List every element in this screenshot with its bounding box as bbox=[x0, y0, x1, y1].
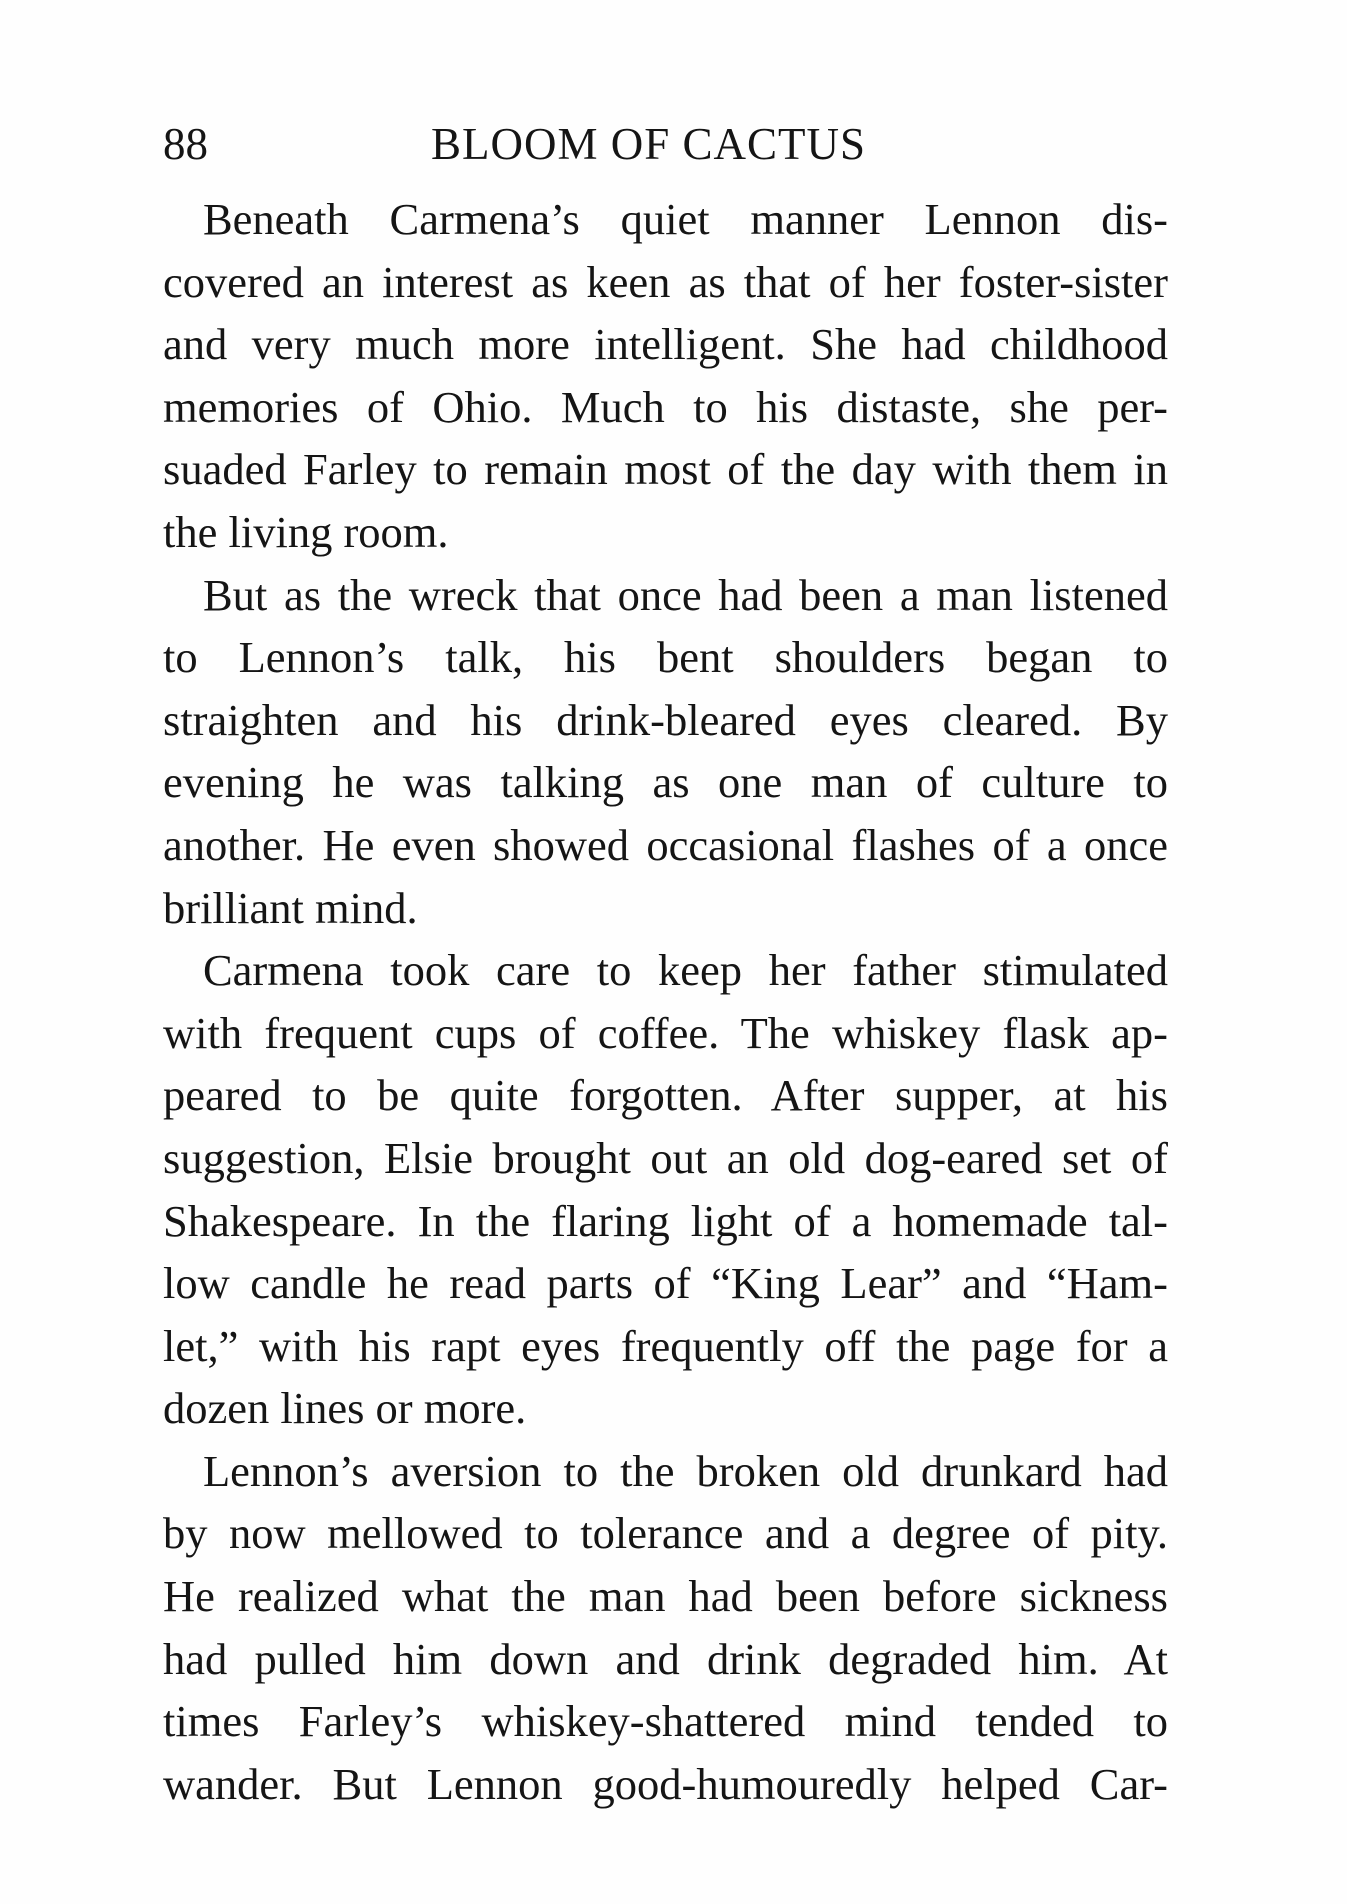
text-line: the living room. bbox=[163, 506, 449, 557]
text-line: straighten and his drink-bleared eyes cleared. By bbox=[163, 694, 1168, 745]
text-line: by now mellowed to tolerance and a degree of pity. bbox=[163, 1508, 1168, 1559]
paragraph-4 bbox=[163, 1440, 1168, 1816]
text-line: peared to be quite forgotten. After supper, at his bbox=[163, 1070, 1168, 1121]
text-line: memories of Ohio. Much to his distaste, she per- bbox=[163, 381, 1168, 432]
text-line: Carmena took care to keep her father stimulated bbox=[203, 945, 1168, 996]
text-line: Shakespeare. In the flaring light of a homemade tal- bbox=[163, 1195, 1168, 1246]
text-line: suggestion, Elsie brought out an old dog-eared set of bbox=[163, 1132, 1168, 1183]
text-line: brilliant mind. bbox=[163, 882, 418, 933]
text-line: and very much more intelligent. She had childhood bbox=[163, 319, 1168, 370]
paragraph-2 bbox=[163, 564, 1168, 940]
text-line: let,” with his rapt eyes frequently off the page for a bbox=[163, 1320, 1168, 1371]
text-line: had pulled him down and drink degraded him. At bbox=[163, 1633, 1168, 1684]
text-line: dozen lines or more. bbox=[163, 1383, 527, 1434]
body-text bbox=[163, 188, 1168, 1815]
page-header bbox=[163, 114, 1168, 174]
text-line: with frequent cups of coffee. The whiskey flask ap- bbox=[163, 1007, 1168, 1058]
text-line: another. He even showed occasional flashes of a once bbox=[163, 819, 1168, 870]
text-line: to Lennon’s talk, his bent shoulders began to bbox=[163, 632, 1168, 683]
paragraph-3 bbox=[163, 939, 1168, 1440]
running-title: BLOOM OF CACTUS bbox=[431, 119, 867, 169]
text-line: Lennon’s aversion to the broken old drunkard had bbox=[203, 1445, 1168, 1496]
page-number: 88 bbox=[163, 119, 208, 169]
text-line: wander. But Lennon good-humouredly helped Car- bbox=[163, 1758, 1168, 1809]
text-line: evening he was talking as one man of culture to bbox=[163, 757, 1168, 808]
text-line: times Farley’s whiskey-shattered mind tended to bbox=[163, 1696, 1168, 1747]
text-line: low candle he read parts of “King Lear” and “Ham- bbox=[163, 1258, 1168, 1309]
text-line: suaded Farley to remain most of the day with them in bbox=[163, 444, 1168, 495]
text-line: covered an interest as keen as that of her foster-sister bbox=[163, 256, 1168, 307]
text-line: But as the wreck that once had been a man listened bbox=[203, 569, 1168, 620]
text-line: He realized what the man had been before sickness bbox=[163, 1571, 1168, 1622]
paragraph-1 bbox=[163, 188, 1168, 564]
text-line: Beneath Carmena’s quiet manner Lennon dis- bbox=[203, 194, 1168, 244]
